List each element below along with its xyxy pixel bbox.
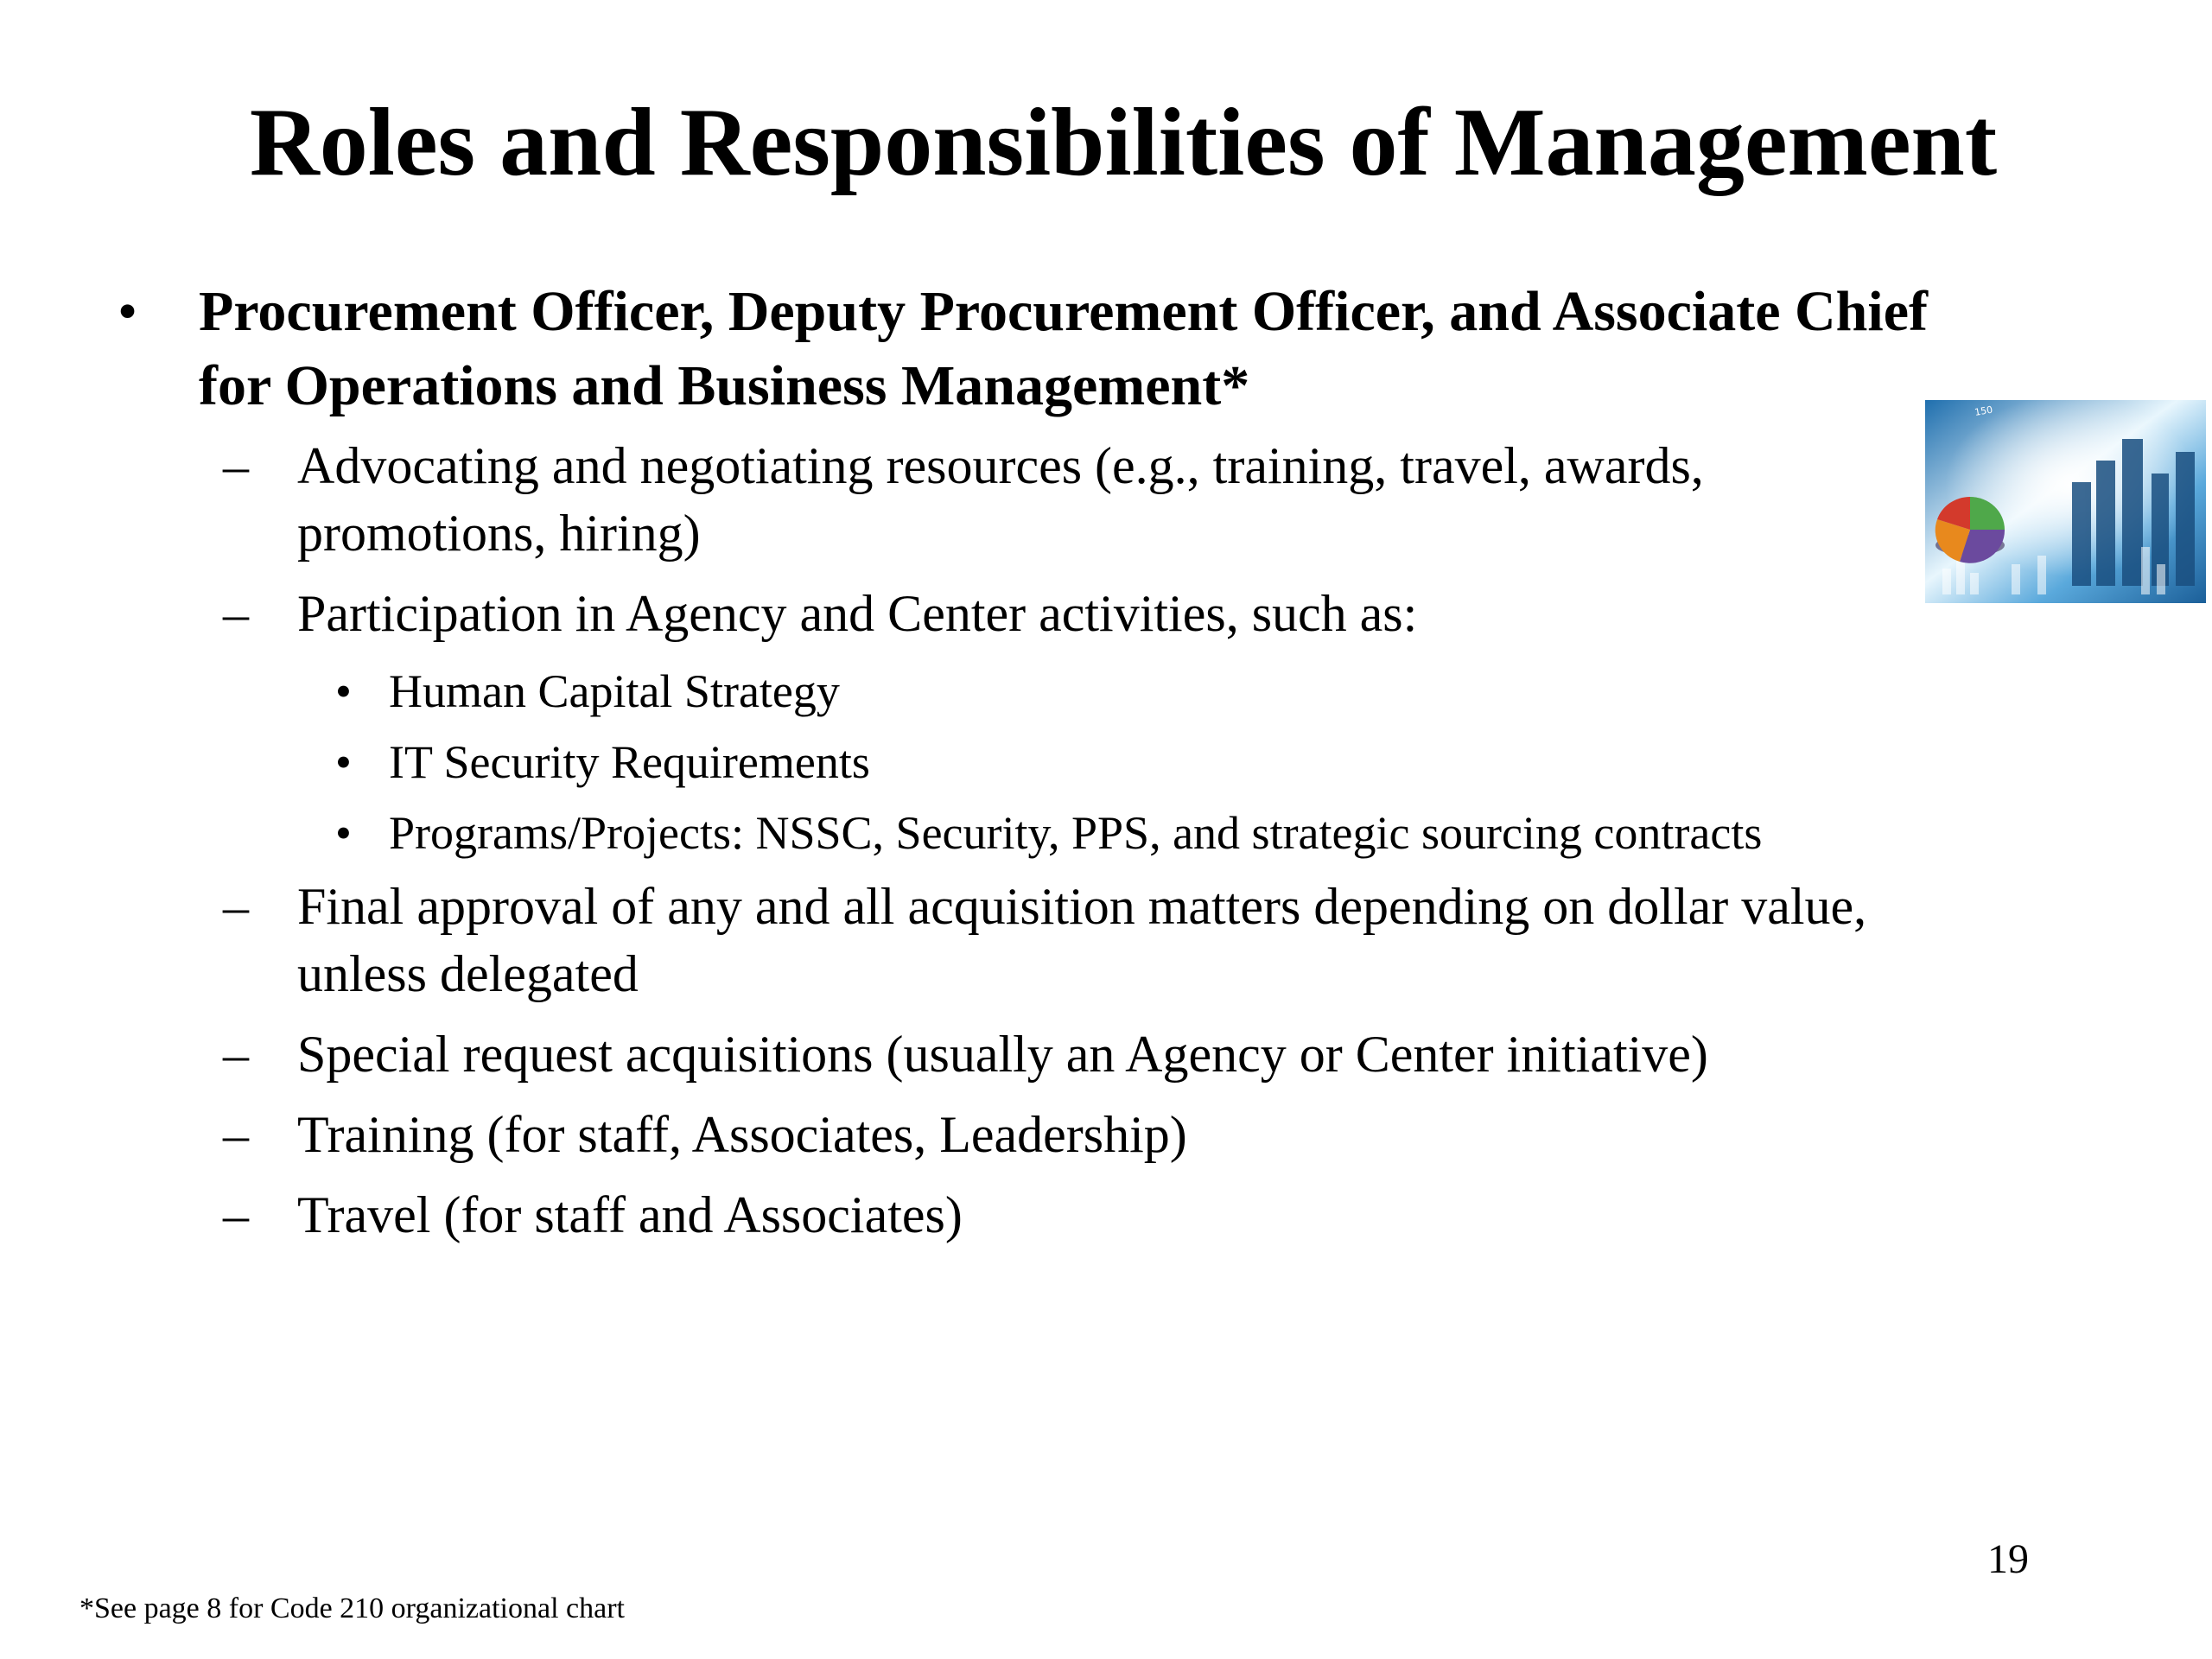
main-bullet-marker: • <box>118 280 138 343</box>
dash-marker: – <box>223 1106 249 1163</box>
sub-bullet-participation <box>223 580 1916 647</box>
page-number: 19 <box>1987 1536 2029 1582</box>
sub-sub-bullet-text: Programs/Projects: NSSC, Security, PPS, and strategic sourcing contracts <box>389 807 1763 859</box>
sub-bullet-special-request <box>223 1020 1916 1088</box>
sub-sub-bullet-text: IT Security Requirements <box>389 736 870 788</box>
dot-marker: • <box>335 665 352 717</box>
main-bullet-text: Procurement Officer, Deputy Procurement Officer, and Associate Chief for Operations and Business Management* <box>199 280 1928 417</box>
footnote: *See page 8 for Code 210 organizational chart <box>79 1592 625 1624</box>
business-chart-illustration-icon <box>1925 400 2206 603</box>
sub-bullet-text: Advocating and negotiating resources (e.g., training, travel, awards, promotions, hiring) <box>297 437 1704 562</box>
sub-bullet-final-approval <box>223 873 1916 1007</box>
sub-bullet-advocating <box>223 432 1916 567</box>
sub-sub-bullet-human-capital <box>335 660 1916 722</box>
sub-bullet-list <box>223 432 1916 1262</box>
sub-sub-bullet-list <box>223 660 1916 864</box>
dot-marker: • <box>335 736 352 788</box>
sub-bullet-text: Special request acquisitions (usually an Agency or Center initiative) <box>297 1026 1708 1083</box>
sub-bullet-training <box>223 1101 1916 1168</box>
sub-bullet-travel <box>223 1181 1916 1249</box>
dash-marker: – <box>223 585 249 642</box>
sub-bullet-text: Participation in Agency and Center activities, such as: <box>297 585 1418 642</box>
sub-bullet-text: Final approval of any and all acquisition matters depending on dollar value, unless delegated <box>297 878 1867 1002</box>
sub-bullet-text: Training (for staff, Associates, Leadership) <box>297 1106 1187 1163</box>
sub-sub-bullet-it-security <box>335 731 1916 793</box>
sub-sub-bullet-programs <box>335 802 1916 864</box>
dot-marker: • <box>335 807 352 859</box>
sub-bullet-text: Travel (for staff and Associates) <box>297 1186 963 1243</box>
illustration-label: 150 <box>1974 404 1994 418</box>
dash-marker: – <box>223 878 249 935</box>
illustration-pie <box>1936 497 2005 563</box>
sub-sub-bullet-text: Human Capital Strategy <box>389 665 840 717</box>
dash-marker: – <box>223 1026 249 1083</box>
dash-marker: – <box>223 1186 249 1243</box>
dash-marker: – <box>223 437 249 494</box>
main-bullet <box>118 275 1949 423</box>
slide-title: Roles and Responsibilities of Management <box>249 89 1998 196</box>
